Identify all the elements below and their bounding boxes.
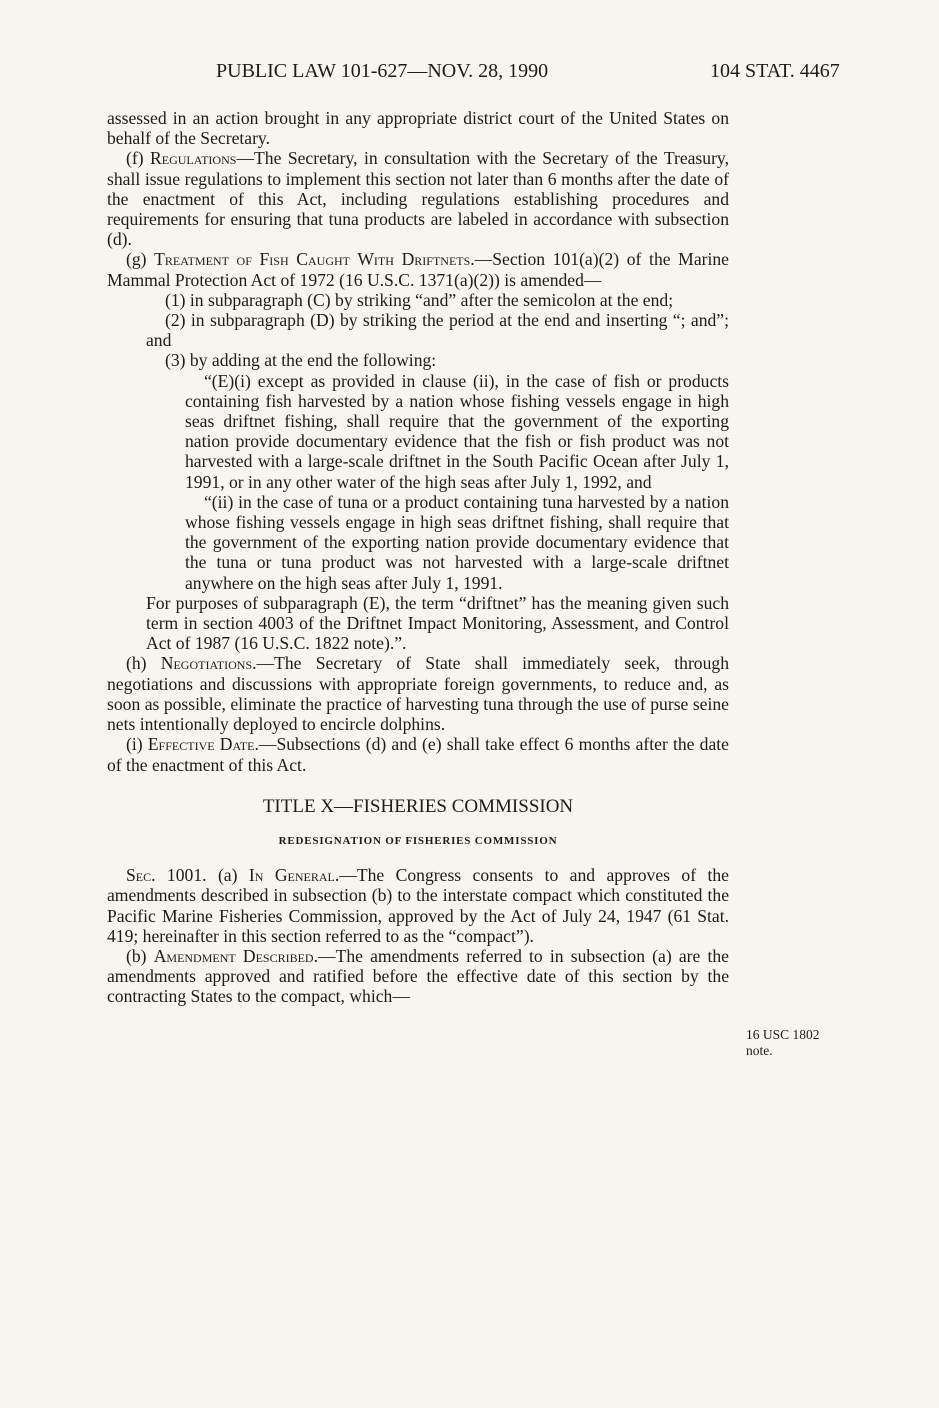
paragraph-g1: (1) in subparagraph (C) by striking “and” after the semicolon at the end; bbox=[165, 289, 674, 310]
subsection-heading: Regulations bbox=[150, 148, 237, 169]
subsection-text: .—Subsections (d) and (e) shall take effect 6 months after the date of the enactment of this Act. bbox=[107, 734, 729, 775]
title-heading: TITLE X—FISHERIES COMMISSION bbox=[262, 795, 574, 817]
quoted-flush-text: For purposes of subparagraph (E), the term “driftnet” has the meaning given such term in section 4003 of the Driftnet Impact Monitoring, Assessment, and Control Act of 1987 (16 U.S.C. 1822 note).”. bbox=[146, 592, 729, 654]
subsection-heading: Treatment of Fish Caught With Driftnets bbox=[154, 249, 471, 270]
quoted-clause-e-ii: “(ii) in the case of tuna or a product containing tuna harvested by a nation whose fishing vessels engage in high seas driftnet fishing, shall require that the government of the exporting nation provide documentary evidence that the tuna or tuna product was not harvested with a large-scale driftnet anywhere on the high seas after July 1, 1991. bbox=[185, 491, 729, 593]
running-head-title: PUBLIC LAW 101-627—NOV. 28, 1990 bbox=[216, 60, 549, 82]
paragraph-sec-b bbox=[107, 946, 729, 1007]
paragraph-g3: (3) by adding at the end the following: bbox=[165, 350, 437, 371]
subsection-heading: Negotiations bbox=[160, 653, 253, 674]
section-heading: REDESIGNATION OF FISHERIES COMMISSION bbox=[278, 834, 558, 847]
section-label: Sec. 1001. bbox=[126, 865, 207, 886]
paragraph-i bbox=[107, 734, 729, 774]
paragraph-sec-a bbox=[107, 865, 729, 946]
subsection-label: (a) bbox=[217, 865, 238, 886]
subsection-text: —The Secretary, in consultation with the Secretary of the Treasury, shall issue regulations to implement this section not later than 6 months after the date of the enactment of this Act, including regulations establishing procedures and requirements for ensuring that tuna products are labeled in accordance with subsection (d). bbox=[107, 148, 729, 250]
margin-note bbox=[746, 1027, 846, 1059]
subsection-label: (g) bbox=[126, 249, 147, 270]
subsection-label: (i) bbox=[126, 734, 143, 755]
paragraph-f bbox=[107, 148, 729, 249]
paragraph-intro: assessed in an action brought in any appropriate district court of the United States on behalf of the Secretary. bbox=[107, 108, 729, 149]
subsection-heading: In General bbox=[248, 865, 335, 886]
running-head bbox=[0, 60, 939, 90]
subsection-text: .—The Congress consents to and approves of the amendments described in subsection (b) to the interstate compact which constituted the Pacific Marine Fisheries Commission, approved by the Act of July 24, 1947 (61 Stat. 419; hereinafter in this section referred to as the “compact”). bbox=[107, 865, 729, 946]
subsection-heading: Amendment Described bbox=[153, 945, 314, 966]
paragraph-h bbox=[107, 653, 729, 734]
paragraph-g2: (2) in subparagraph (D) by striking the period at the end and inserting “; and”; and bbox=[146, 310, 729, 351]
margin-note-citation: 16 USC 1802 bbox=[746, 1027, 820, 1042]
margin-note-suffix: note. bbox=[746, 1043, 773, 1058]
subsection-label: (f) bbox=[126, 148, 144, 169]
body-text bbox=[107, 108, 729, 1007]
subsection-heading: Effective Date bbox=[147, 734, 255, 755]
subsection-text: .—The amendments referred to in subsection (a) are the amendments approved and ratified before the effective date of this section by the contracting States to the compact, which— bbox=[107, 945, 729, 1007]
subsection-label: (b) bbox=[126, 945, 147, 966]
page-number: 104 STAT. 4467 bbox=[710, 60, 840, 82]
paragraph-g bbox=[107, 249, 729, 289]
subsection-text: .—Section 101(a)(2) of the Marine Mammal Protection Act of 1972 (16 U.S.C. 1371(a)(2)) is amended— bbox=[107, 249, 729, 290]
subsection-text: .—The Secretary of State shall immediately seek, through negotiations and discussions with appropriate foreign governments, to reduce and, as soon as possible, eliminate the practice of harvesting tuna through the use of purse seine nets intentionally deployed to encircle dolphins. bbox=[107, 653, 729, 735]
quoted-clause-e-i: “(E)(i) except as provided in clause (ii), in the case of fish or products containing fish harvested by a nation whose fishing vessels engage in high seas driftnet fishing, shall require that the government of the exporting nation provide documentary evidence that the fish or fish product was not harvested with a large-scale driftnet in the South Pacific Ocean after July 1, 1991, or in any other water of the high seas after July 1, 1992, and bbox=[185, 370, 729, 492]
subsection-label: (h) bbox=[126, 653, 147, 674]
